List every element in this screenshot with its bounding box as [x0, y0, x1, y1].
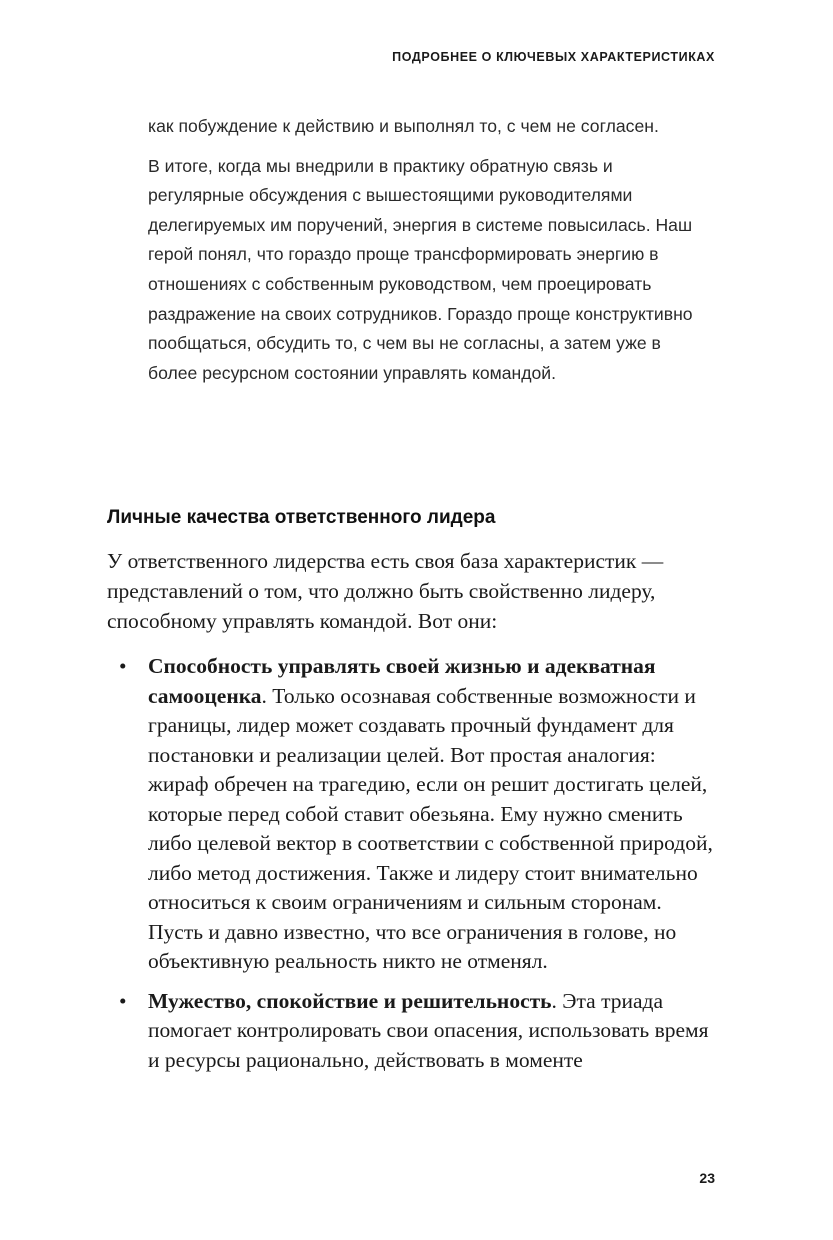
- list-item-text: . Эта триада помогает контролировать свои опасения, использовать время и ресурсы рационально, действовать в моменте: [148, 988, 709, 1072]
- qualities-list: [107, 652, 719, 1085]
- page-number: 23: [699, 1170, 715, 1186]
- list-item-text: . Только осознавая собственные возможности и границы, лидер может создавать прочный фундамент для постановки и реализации целей. Вот простая аналогия: жираф обречен на трагедию, если он решит достигать целей, которые перед собой ставит обезьяна. Ему нужно сменить либо целевой вектор в соответствии с собственной природой, либо метод достижения. Также и лидеру стоит внимательно относиться к своим ограничениям и сильным сторонам. Пусть и давно известно, что все ограничения в голове, но объективную реальность никто не отменял.: [148, 683, 713, 973]
- list-item: [107, 987, 719, 1076]
- section-intro: У ответственного лидерства есть своя база характеристик — представлений о том, что должно быть свойственно лидеру, способному управлять командой. Вот они:: [107, 549, 664, 633]
- bullet-mark: •: [119, 654, 127, 678]
- case-paragraph-1: как побуждение к действию и выполнял то, с чем не согласен.: [148, 116, 659, 136]
- case-block: [148, 112, 708, 398]
- running-head: ПОДРОБНЕЕ О КЛЮЧЕВЫХ ХАРАКТЕРИСТИКАХ: [392, 50, 715, 64]
- list-item-title: Мужество, спокойствие и решительность: [148, 988, 552, 1013]
- case-paragraph-2: В итоге, когда мы внедрили в практику обратную связь и регулярные обсуждения с вышестоящими руководителями делегируемых им поручений, энергия в системе повысилась. Наш герой понял, что гораздо проще трансформировать энергию в отношениях с собственным руководством, чем проецировать раздражение на своих сотрудников. Гораздо проще конструктивно пообщаться, обсудить то, с чем вы не согласны, а затем уже в более ресурсном состоянии управлять командой.: [148, 155, 693, 383]
- bullet-mark: •: [119, 988, 127, 1013]
- list-item: [107, 652, 719, 977]
- section-heading: Личные качества ответственного лидера: [107, 507, 496, 528]
- list-item-title: Способность управлять своей жизнью и адекватная самооценка: [148, 654, 656, 708]
